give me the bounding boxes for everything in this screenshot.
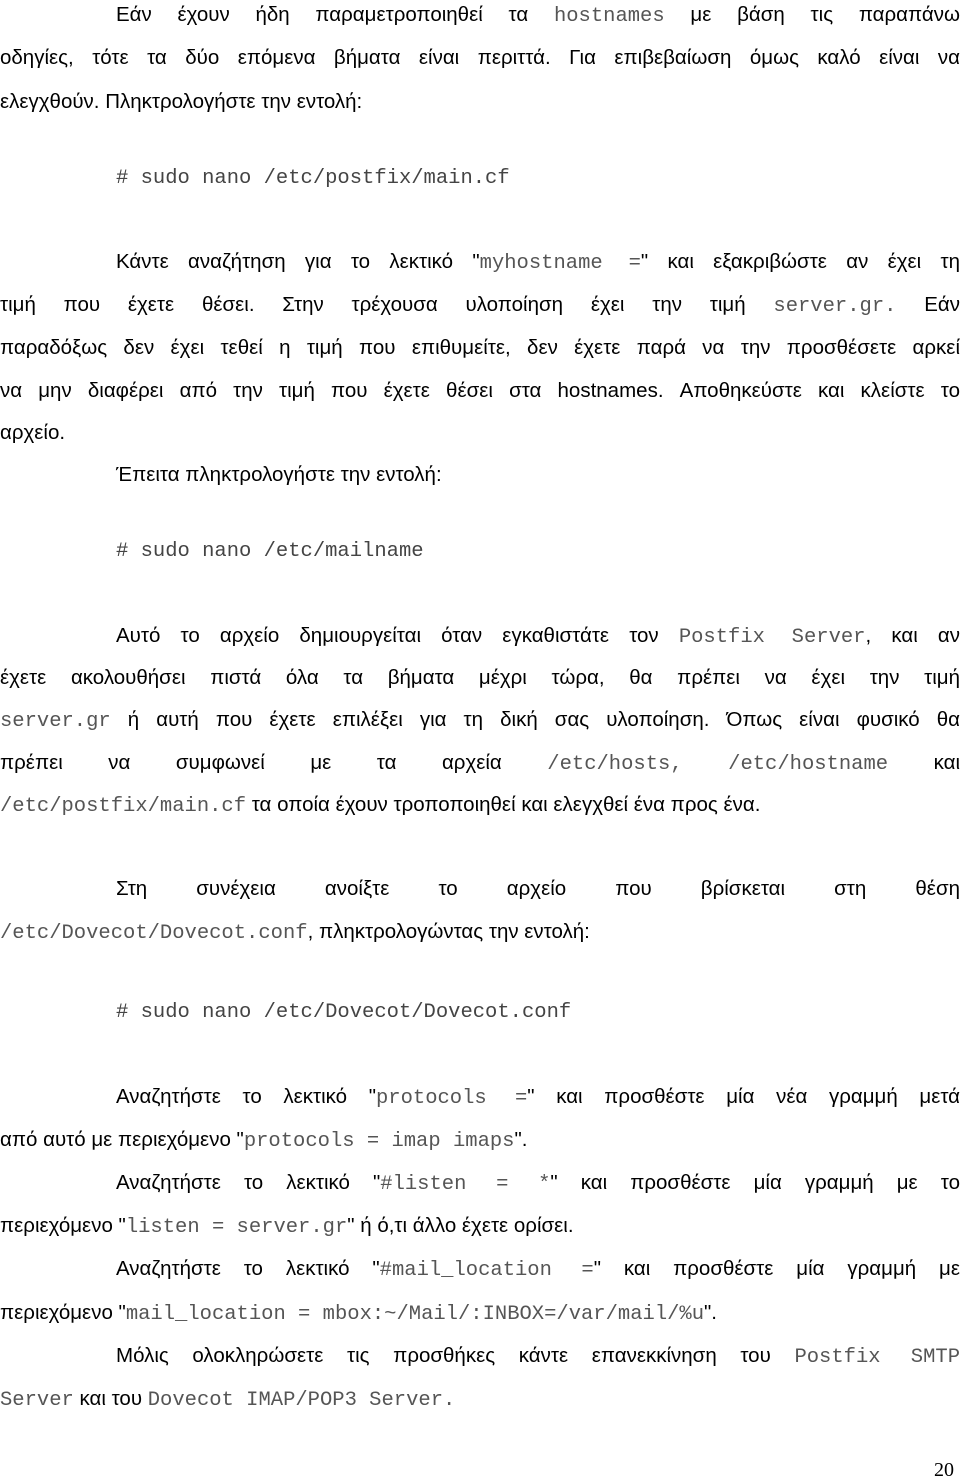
command-line: # sudo nano /etc/mailname bbox=[116, 540, 424, 563]
paragraph-line: /etc/Dovecot/Dovecot.conf, πληκτρολογώντας την εντολή: bbox=[0, 920, 590, 945]
paragraph-line: οδηγίες, τότε τα δύο επόμενα βήματα είναι περιττά. Για επιβεβαίωση όμως καλό είναι να bbox=[0, 46, 960, 69]
paragraph-line: να μην διαφέρει από την τιμή που έχετε θέσει στα hostnames. Αποθηκεύστε και κλείστε το bbox=[0, 379, 960, 402]
paragraph-line: ελεγχθούν. Πληκτρολογήστε την εντολή: bbox=[0, 90, 363, 113]
paragraph-line: Έπειτα πληκτρολογήστε την εντολή: bbox=[116, 463, 442, 486]
paragraph-line: παραδόξως δεν έχει τεθεί η τιμή που επιθυμείτε, δεν έχετε παρά να την προσθέσετε αρκεί bbox=[0, 336, 960, 359]
page-number: 20 bbox=[934, 1459, 954, 1481]
paragraph-line: έχετε ακολουθήσει πιστά όλα τα βήματα μέχρι τώρα, θα πρέπει να έχει την τιμή bbox=[0, 666, 960, 689]
paragraph-line: server.gr ή αυτή που έχετε επιλέξει για τη δική σας υλοποίηση. Όπως είναι φυσικό θα bbox=[0, 708, 960, 733]
paragraph-line: Κάντε αναζήτηση για το λεκτικό "myhostname =" και εξακριβώστε αν έχει τη bbox=[116, 250, 960, 275]
paragraph-line: Μόλις ολοκληρώσετε τις προσθήκες κάντε επανεκκίνηση του Postfix SMTP bbox=[116, 1344, 960, 1369]
command-line: # sudo nano /etc/postfix/main.cf bbox=[116, 167, 510, 190]
paragraph-line: /etc/postfix/main.cf τα οποία έχουν τροποποιηθεί και ελεγχθεί ένα προς ένα. bbox=[0, 793, 761, 818]
paragraph-line: περιεχόμενο "mail_location = mbox:~/Mail/:INBOX=/var/mail/%u". bbox=[0, 1301, 718, 1326]
paragraph-line: Αυτό το αρχείο δημιουργείται όταν εγκαθιστάτε τον Postfix Server, και αν bbox=[116, 624, 960, 649]
paragraph-line: Στη συνέχεια ανοίξτε το αρχείο που βρίσκεται στη θέση bbox=[116, 877, 960, 900]
paragraph-line: Αναζητήστε το λεκτικό "#mail_location =" και προσθέστε μία γραμμή με bbox=[116, 1257, 960, 1282]
paragraph-line: Αναζητήστε το λεκτικό "#listen = *" και προσθέστε μία γραμμή με το bbox=[116, 1171, 960, 1196]
paragraph-line: από αυτό με περιεχόμενο "protocols = imap imaps". bbox=[0, 1128, 528, 1153]
paragraph-line: αρχείο. bbox=[0, 421, 66, 444]
paragraph-line: τιμή που έχετε θέσει. Στην τρέχουσα υλοποίηση έχει την τιμή server.gr. Εάν bbox=[0, 293, 960, 318]
paragraph-line: περιεχόμενο "listen = server.gr" ή ό,τι άλλο έχετε ορίσει. bbox=[0, 1214, 574, 1239]
paragraph-line: Εάν έχουν ήδη παραμετροποιηθεί τα hostnames με βάση τις παραπάνω bbox=[116, 3, 960, 28]
paragraph-line: Server και του Dovecot IMAP/POP3 Server. bbox=[0, 1387, 456, 1412]
paragraph-line: πρέπει να συμφωνεί με τα αρχεία /etc/hosts, /etc/hostname και bbox=[0, 751, 960, 776]
command-line: # sudo nano /etc/Dovecot/Dovecot.conf bbox=[116, 1001, 572, 1024]
paragraph-line: Αναζητήστε το λεκτικό "protocols =" και προσθέστε μία νέα γραμμή μετά bbox=[116, 1085, 960, 1110]
